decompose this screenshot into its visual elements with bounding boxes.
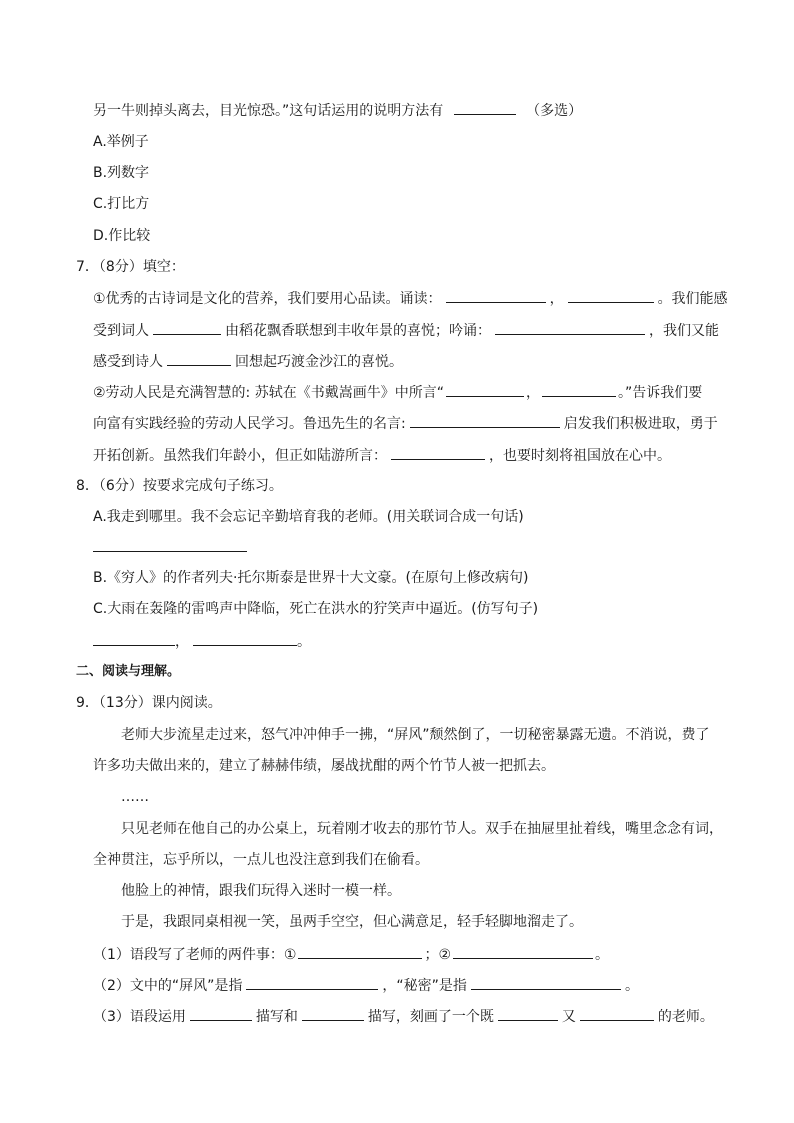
q9-para2-line1: 只见老师在他自己的办公桌上，玩着刚才收去的那竹节人。双手在抽屉里扯着线，嘴里念念有词， <box>121 821 723 837</box>
q8-item-c: C.大雨在轰隆的雷鸣声中降临，死亡在洪水的狞笑声中逼近。(仿写句子) <box>93 601 539 617</box>
q7-p1-l2-text-a: 受到词人 <box>93 323 149 339</box>
q9-para3: 他脸上的神情，跟我们玩得入迷时一模一样。 <box>121 883 401 899</box>
q9-sub3-blank-3[interactable] <box>498 1006 558 1021</box>
q7-p1-line1 <box>93 288 728 309</box>
q9-sub1-blank-1[interactable] <box>298 944 422 959</box>
q8-item-b: B.《穷人》的作者列夫·托尔斯泰是世界十大文豪。(在原句上修改病句) <box>93 570 529 586</box>
q6-answer-blank[interactable] <box>454 100 516 115</box>
q7-p2-l2-text-b: 启发我们积极进取，勇于 <box>563 416 718 432</box>
q9-para1-line1: 老师大步流星走过来，怒气冲冲伸手一拂，“屏风”颓然倒了，一切秘密暴露无遗。不消说，费了 <box>121 727 710 743</box>
q9-sub3-blank-2[interactable] <box>302 1006 364 1021</box>
q7-p1-line3 <box>93 351 403 372</box>
q7-p2-line3 <box>93 445 671 466</box>
q9-sub2-text-b: ，“秘密”是指 <box>382 978 467 994</box>
q7-p2-l2-text-a: 向富有实践经验的劳动人民学习。鲁迅先生的名言: <box>93 416 406 432</box>
q9-para2-line2: 全神贯注，忘乎所以，一点儿也没注意到我们在偷看。 <box>93 852 429 868</box>
q8-c-end: 。 <box>297 634 311 650</box>
q9-sub3-text-e: 的老师。 <box>657 1009 714 1025</box>
q8-header: 8．（6分）按要求完成句子练习。 <box>76 478 283 494</box>
q8-c-blank-2[interactable] <box>193 631 297 646</box>
q7-blank-5[interactable] <box>167 351 231 366</box>
q9-para4: 于是，我跟同桌相视一笑，虽两手空空，但心满意足，轻手轻脚地溜走了。 <box>121 914 583 930</box>
q9-header: 9．（13分）课内阅读。 <box>76 695 222 711</box>
q7-p2-l1-text-a: ②劳动人民是充满智慧的: 苏轼在《书戴嵩画牛》中所言“ <box>93 385 444 401</box>
q7-p1-l3-text-a: 感受到诗人 <box>93 354 163 370</box>
q7-p2-l3-text-b: ，也要时刻将祖国放在心中。 <box>489 448 671 464</box>
q9-sub2 <box>93 975 639 996</box>
q7-p1-l1-text-c: 。我们能感 <box>657 291 728 307</box>
q6-stem-line <box>93 100 582 121</box>
q7-p1-line2 <box>93 320 719 341</box>
q9-sub3-text-d: 又 <box>561 1009 576 1025</box>
q7-blank-1[interactable] <box>446 288 546 303</box>
q9-sub1-text-a: （1）语段写了老师的两件事：① <box>93 947 297 963</box>
q9-sub2-blank-1[interactable] <box>246 975 378 990</box>
q8-c-comma: ， <box>175 634 189 650</box>
q9-sub1-blank-2[interactable] <box>453 944 593 959</box>
q9-sub1-text-c: 。 <box>595 947 610 963</box>
q6-suffix: （多选） <box>526 103 583 119</box>
q6-option-b: B.列数字 <box>93 165 150 181</box>
q7-blank-7[interactable] <box>542 382 616 397</box>
q7-header: 7．（8分）填空： <box>76 259 185 275</box>
q7-blank-2[interactable] <box>568 288 654 303</box>
q9-sub3-text-a: （3）语段运用 <box>93 1009 186 1025</box>
q7-blank-9[interactable] <box>391 445 485 460</box>
q6-option-a: A.举例子 <box>93 134 149 150</box>
q9-sub2-text-c: 。 <box>624 978 639 994</box>
q8-c-blank-1[interactable] <box>93 631 175 646</box>
q7-blank-4[interactable] <box>495 320 645 335</box>
q9-sub3-text-c: 描写，刻画了一个既 <box>367 1009 494 1025</box>
q7-p2-l3-text-a: 开拓创新。虽然我们年龄小，但正如陆游所言： <box>93 448 387 464</box>
q9-sub1-text-b: ；② <box>424 947 452 963</box>
q9-sub1 <box>93 944 609 965</box>
q7-p1-l2-text-b: 由稻花飘香联想到丰收年景的喜悦；吟诵： <box>225 323 491 339</box>
q7-blank-6[interactable] <box>446 382 524 397</box>
q9-sub2-text-a: （2）文中的“屏风”是指 <box>93 978 243 994</box>
q7-p1-l3-text-b: 回想起巧渡金沙江的喜悦。 <box>235 354 403 370</box>
q8-c-answer-line <box>93 631 311 652</box>
q7-p2-l1-text-c: 。”告诉我们要 <box>617 385 703 401</box>
section-2-title: 二、阅读与理解。 <box>76 664 181 679</box>
q7-blank-3[interactable] <box>153 320 221 335</box>
q7-p2-l1-text-b: ， <box>525 385 540 401</box>
q9-para1-line2: 许多功夫做出来的，建立了赫赫伟绩，屡战扰酣的两个竹节人被一把抓去。 <box>93 758 555 774</box>
q9-sub2-blank-2[interactable] <box>471 975 621 990</box>
q6-option-c: C.打比方 <box>93 196 150 212</box>
q9-sub3-blank-1[interactable] <box>190 1006 252 1021</box>
q9-sub3-text-b: 描写和 <box>255 1009 298 1025</box>
q8-a-answer-line <box>93 537 247 558</box>
q8-item-a: A.我走到哪里。我不会忘记辛勤培育我的老师。(用关联词合成一句话) <box>93 509 524 525</box>
q9-sub3-blank-4[interactable] <box>580 1006 654 1021</box>
q7-p2-line2 <box>93 413 718 434</box>
q6-option-d: D.作比较 <box>93 228 151 244</box>
q9-ellipsis: …… <box>121 789 149 805</box>
q7-p2-line1 <box>93 382 702 403</box>
q7-blank-8[interactable] <box>410 413 560 428</box>
q9-sub3 <box>93 1006 714 1027</box>
q8-a-blank[interactable] <box>93 537 247 552</box>
q7-p1-l1-text-a: ①优秀的古诗词是文化的营养，我们要用心品读。诵读： <box>93 291 442 307</box>
q7-p1-l1-text-b: ， <box>549 291 564 307</box>
q6-stem-text: 另一牛则掉头离去，目光惊恐。”这句话运用的说明方法有 <box>93 103 444 119</box>
q7-p1-l2-text-c: ，我们又能 <box>649 323 719 339</box>
